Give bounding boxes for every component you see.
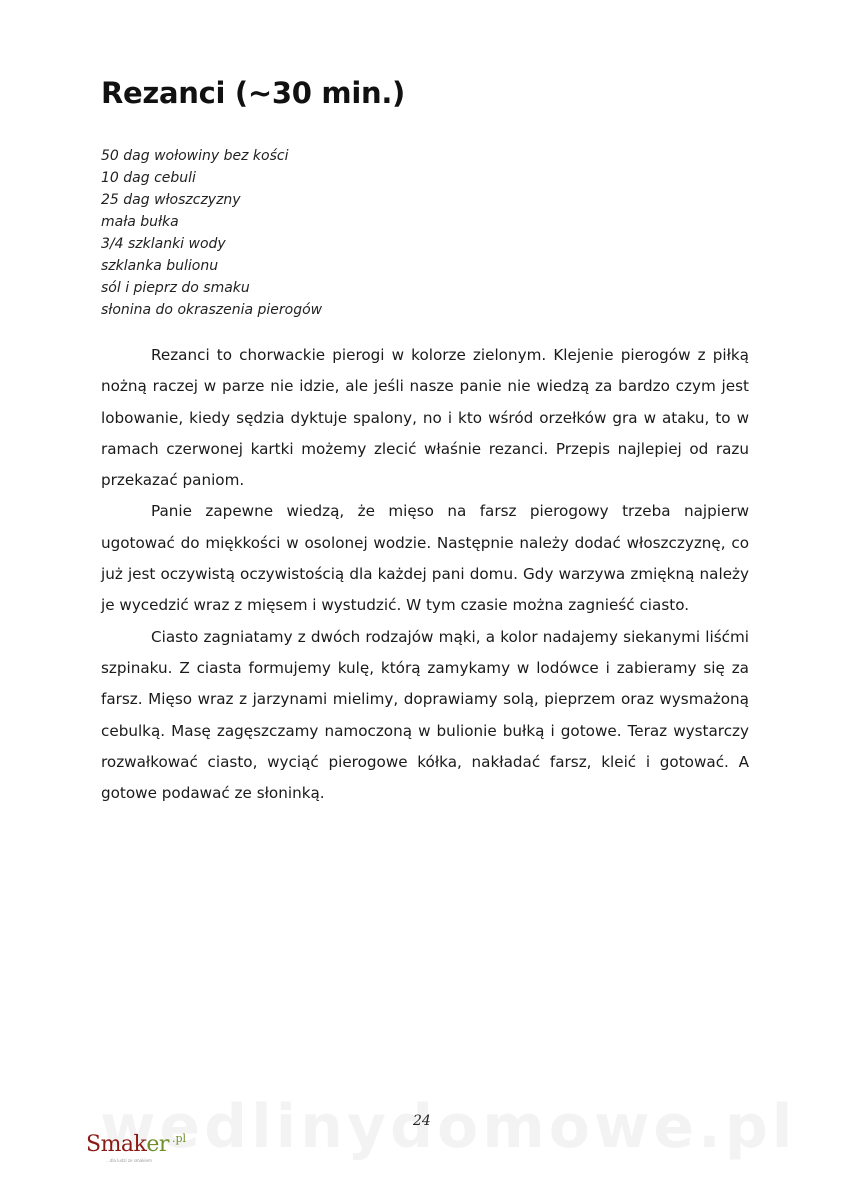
paragraph-intro: Rezanci to chorwackie pierogi w kolorze zielonym. Klejenie pierogów z piłką nożną raczej w parze nie idzie, ale jeśli nasze panie nie wiedzą za bardzo czym jest lobowanie, kiedy sędzia dyktuje spalony, no i kto wśród orzełków gra w ataku, to w ramach czerwonej kartki możemy zlecić właśnie rezanci. Przepis najlepiej od razu przekazać paniom.	[101, 346, 749, 490]
page-number: 24	[413, 1113, 431, 1129]
page-title: Rezanci (~30 min.)	[101, 76, 405, 110]
logo-part-er: er	[146, 1132, 169, 1157]
ingredient-item: 10 dag cebuli	[101, 170, 196, 186]
ingredient-item: 3/4 szklanki wody	[101, 236, 226, 252]
ingredient-item: mała bułka	[101, 214, 179, 230]
ingredient-item: 25 dag włoszczyzny	[101, 192, 241, 208]
logo-part-smak: Smak	[86, 1132, 147, 1157]
paragraph-dough: Ciasto zagniatamy z dwóch rodzajów mąki, a kolor nadajemy siekanymi liśćmi szpinaku. Z ciasta formujemy kulę, którą zamykamy w lodówce i zabieramy się za farsz. Mięso wraz z jarzynami mielimy, doprawiamy solą, pieprzem oraz wysmażoną cebulką. Masę zagęszczamy namoczoną w bulionie bułką i gotowe. Teraz wystarczy rozwałkować ciasto, wyciąć pierogowe kółka, nakładać farsz, kleić i gotować. A gotowe podawać ze słoninką.	[101, 627, 749, 803]
smaker-logo	[86, 1132, 196, 1172]
watermark	[100, 1092, 796, 1162]
ingredient-item: szklanka bulionu	[101, 258, 219, 274]
recipe-body	[101, 340, 749, 809]
logo-tagline: ...dla ludzi ze smakiem	[106, 1158, 152, 1163]
ingredient-item: sól i pieprz do smaku	[101, 280, 250, 296]
ingredients-list	[101, 145, 322, 321]
logo-wordmark	[86, 1132, 169, 1157]
ingredient-item: 50 dag wołowiny bez kości	[101, 148, 289, 164]
paragraph-filling: Panie zapewne wiedzą, że mięso na farsz pierogowy trzeba najpierw ugotować do miękkości w osolonej wodzie. Następnie należy dodać włoszczyznę, co już jest oczywistą oczywistością dla każdej pani domu. Gdy warzywa zmiękną należy je wycedzić wraz z mięsem i wystudzić. W tym czasie można zagnieść ciasto.	[101, 502, 749, 615]
ingredient-item: słonina do okraszenia pierogów	[101, 302, 323, 318]
logo-suffix: .pl	[172, 1132, 187, 1145]
